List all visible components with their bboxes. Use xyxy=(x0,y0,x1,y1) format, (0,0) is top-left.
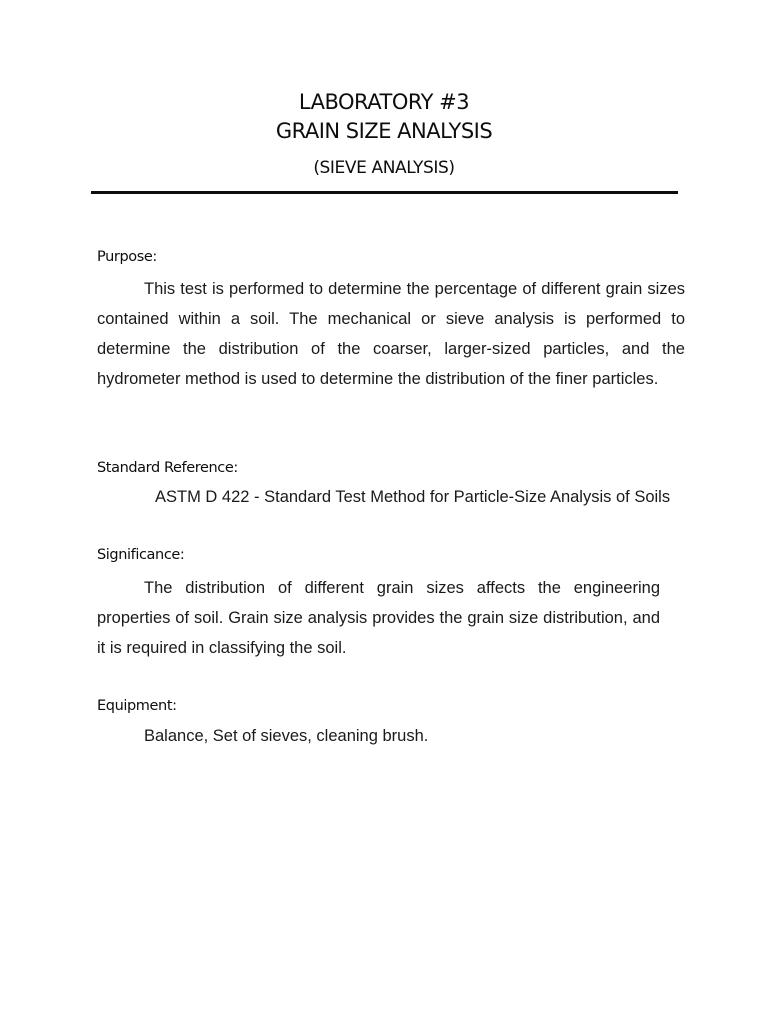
significance-text: The distribution of different grain sizes affects the engineering properties of soil. Grain size analysis provides the grain size distribution, and it is required in classifying the soil. xyxy=(97,579,660,657)
purpose-paragraph xyxy=(97,274,685,394)
lab-title: GRAIN SIZE ANALYSIS xyxy=(275,119,493,143)
significance-heading: Significance: xyxy=(97,547,185,563)
lab-subtitle: (SIEVE ANALYSIS) xyxy=(313,158,455,178)
standard-reference-text: ASTM D 422 - Standard Test Method for Particle-Size Analysis of Soils xyxy=(155,488,671,506)
equipment-heading: Equipment: xyxy=(97,698,177,714)
significance-paragraph xyxy=(97,573,660,663)
equipment-text: Balance, Set of sieves, cleaning brush. xyxy=(144,727,429,745)
title-divider xyxy=(91,191,678,194)
purpose-heading: Purpose: xyxy=(97,249,157,265)
purpose-text: This test is performed to determine the percentage of different grain sizes contained within a soil. The mechanical or sieve analysis is performed to determine the distribution of the coarser, larger-sized particles, and the hydrometer method is used to determine the distribution of the finer particles. xyxy=(97,280,685,388)
lab-number-title: LABORATORY #3 xyxy=(298,90,470,114)
standard-reference-heading: Standard Reference: xyxy=(97,460,238,476)
